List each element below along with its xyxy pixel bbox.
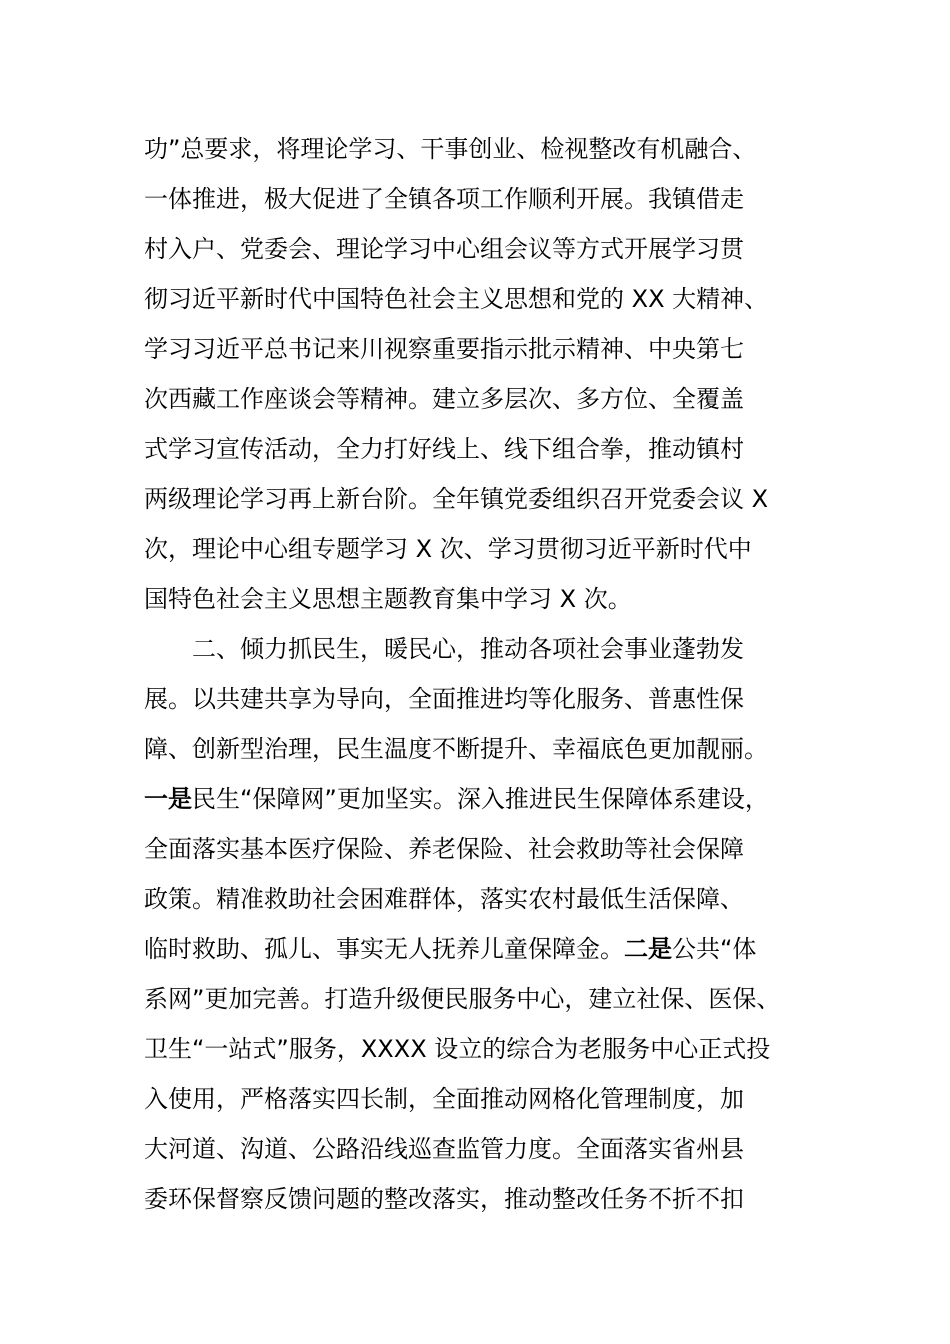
text-line: 功”总要求，将理论学习、干事创业、检视整改有机融合、 xyxy=(144,135,757,163)
bold-marker: 二是 xyxy=(624,935,672,963)
text-line: 次，理论中心组专题学习 X 次、学习贯彻习近平新时代中 xyxy=(144,535,752,563)
text-line: 大河道、沟道、公路沿线巡查监管力度。全面落实省州县 xyxy=(144,1135,744,1163)
text-line: 委环保督察反馈问题的整改落实，推动整改任务不折不扣 xyxy=(144,1185,744,1213)
text-line: 国特色社会主义思想主题教育集中学习 X 次。 xyxy=(144,585,632,613)
text-line xyxy=(144,924,824,974)
text-line: 入使用，严格落实四长制，全面推动网格化管理制度，加 xyxy=(144,1085,744,1113)
text-line: 政策。精准救助社会困难群体，落实农村最低生活保障、 xyxy=(144,885,744,913)
text-span: 临时救助、孤儿、事实无人抚养儿童保障金。 xyxy=(144,935,624,963)
text-span: 民生“保障网”更加坚实。深入推进民生保障体系建设， xyxy=(192,785,769,813)
text-line: 式学习宣传活动，全力打好线上、线下组合拳，推动镇村 xyxy=(144,435,744,463)
text-line: 村入户、党委会、理论学习中心组会议等方式开展学习贯 xyxy=(144,235,744,263)
text-line: 卫生“一站式”服务，XXXX 设立的综合为老服务中心正式投 xyxy=(144,1035,771,1063)
text-line: 障、创新型治理，民生温度不断提升、幸福底色更加靓丽。 xyxy=(144,735,768,763)
text-line: 两级理论学习再上新台阶。全年镇党委组织召开党委会议 X xyxy=(144,485,769,513)
text-span: 公共“体 xyxy=(672,935,757,963)
text-line: 彻习近平新时代中国特色社会主义思想和党的 XX 大精神、 xyxy=(144,285,769,313)
text-line: 系网”更加完善。打造升级便民服务中心，建立社保、医保、 xyxy=(144,985,781,1013)
text-line: 次西藏工作座谈会等精神。建立多层次、多方位、全覆盖 xyxy=(144,385,744,413)
text-line: 全面落实基本医疗保险、养老保险、社会救助等社会保障 xyxy=(144,835,744,863)
text-line: 一体推进，极大促进了全镇各项工作顺利开展。我镇借走 xyxy=(144,185,744,213)
text-line xyxy=(144,774,824,824)
section-heading-line: 二、倾力抓民生，暖民心，推动各项社会事业蓬勃发 xyxy=(192,635,744,663)
bold-marker: 一是 xyxy=(144,785,192,813)
text-line: 展。以共建共享为导向，全面推进均等化服务、普惠性保 xyxy=(144,685,744,713)
text-line: 学习习近平总书记来川视察重要指示批示精神、中央第七 xyxy=(144,335,744,363)
body-text xyxy=(144,124,824,1224)
